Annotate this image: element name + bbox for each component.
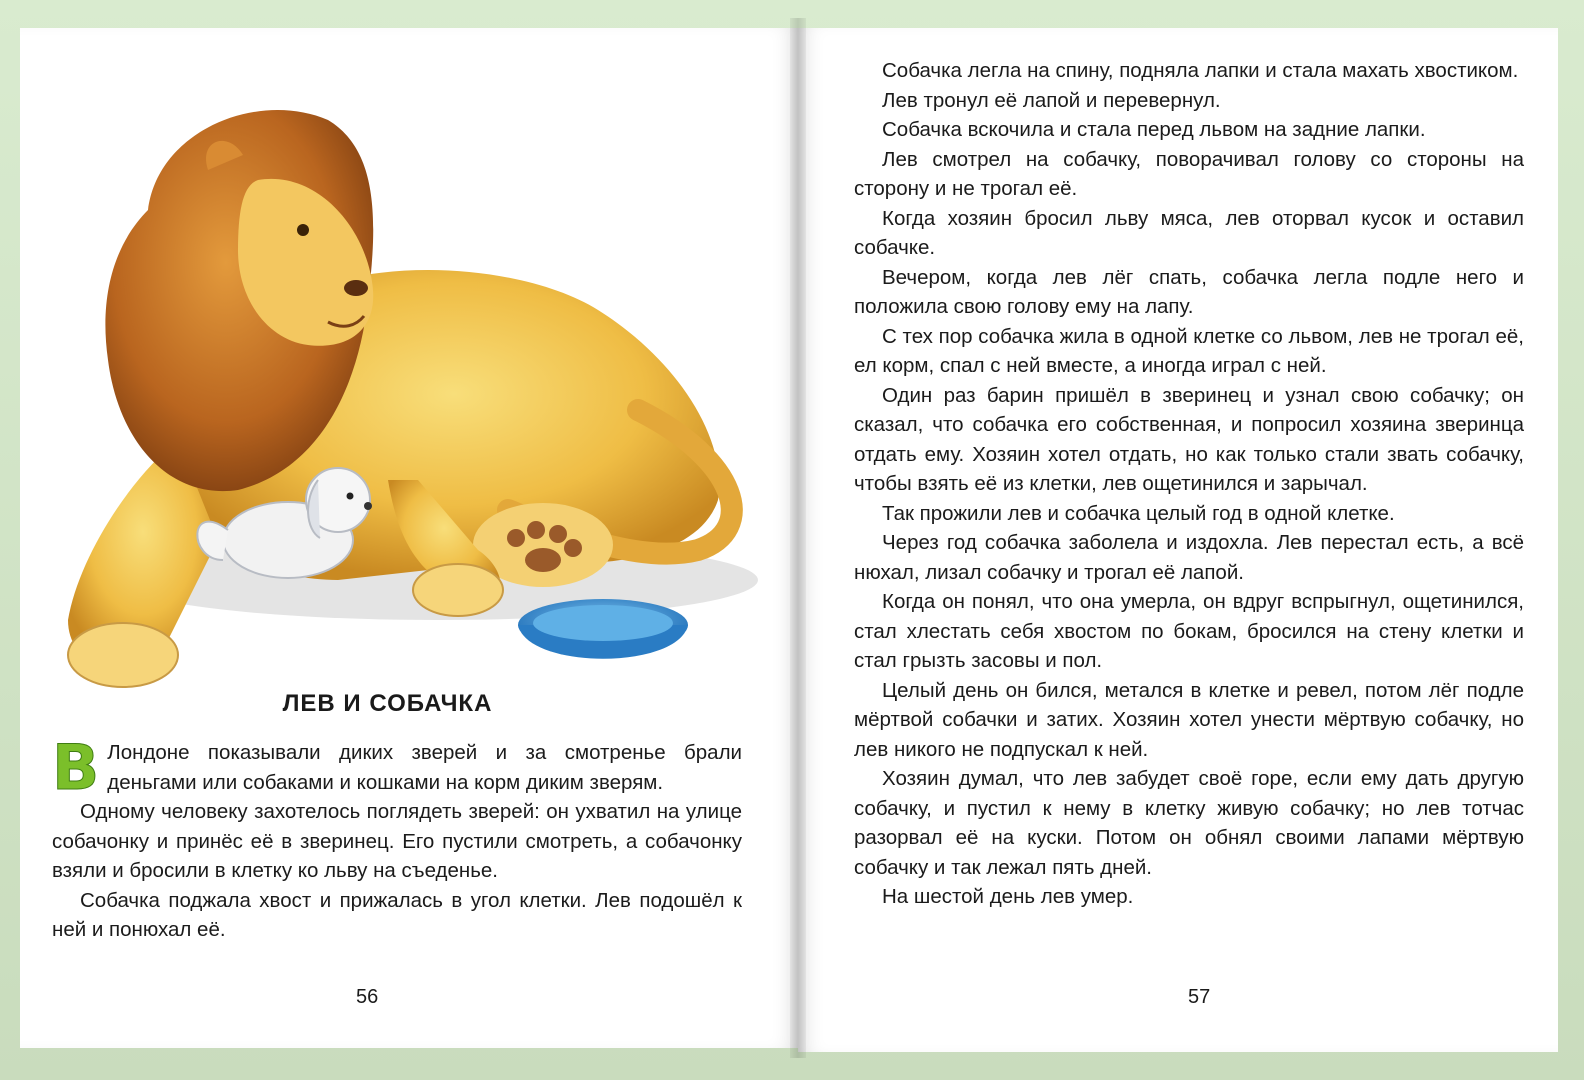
paragraph: Через год собачка заболела и издохла. Лев перестал есть, а всё нюхал, лизал собачку и трогал её лапой.	[854, 531, 1524, 584]
paragraph: Лев смотрел на собачку, поворачивал голову со стороны на сторону и не трогал её.	[854, 147, 1524, 200]
paragraph: Вечером, когда лев лёг спать, собачка легла подле него и положила свою голову ему на лапу.	[854, 265, 1524, 318]
paragraph: С тех пор собачка жила в одной клетке со львом, лев не трогал её, ел корм, спал с ней вместе, а иногда играл с ней.	[854, 324, 1524, 377]
right-page-text	[854, 56, 1524, 912]
paragraph: На шестой день лев умер.	[882, 885, 1134, 908]
paragraph: Целый день он бился, метался в клетке и ревел, потом лёг подле мёртвой собачки и затих. Хозяин хотел унести мёртвую собачку, но лев никого не подпускал к ней.	[854, 678, 1524, 761]
paragraph: Хозяин думал, что лев забудет своё горе, если ему дать другую собачку, и пустил к нему в клетку живую собачку; но лев тотчас разорвал её на куски. Потом он обнял своими лапами мёртвую собачку и так лежал пять дней.	[854, 767, 1524, 879]
page-number-left: 56	[356, 986, 379, 1008]
paragraph: Одному человеку захотелось поглядеть зверей: он ухватил на улице собачонку и принёс её в зверинец. Его пустили смотреть, а собачонку взяли и бросили в клетку ко льву на съеденье.	[52, 800, 742, 882]
paragraph: Лев тронул её лапой и перевернул.	[882, 88, 1221, 112]
paragraph: Собачка легла на спину, подняла лапки и стала махать хвостиком.	[882, 59, 1519, 82]
paragraph: Собачка поджала хвост и прижалась в угол клетки. Лев подошёл к ней и понюхал её.	[52, 888, 742, 941]
left-page	[20, 28, 798, 1048]
paragraph: Так прожили лев и собачка целый год в одной клетке.	[882, 501, 1395, 525]
paragraph: Собачка вскочила и стала перед львом на задние лапки.	[882, 118, 1426, 141]
paragraph: Один раз барин пришёл в зверинец и узнал свою собачку; он сказал, что собачка его собственная, и попросил хозяина зверинца отдать ему. Хозяин хотел отдать, но как только стали звать собачку, чтобы взять её из клетки, лев ощетинился и зарычал.	[854, 383, 1524, 495]
page-number-right: 57	[1188, 986, 1211, 1008]
paragraph: Когда хозяин бросил льву мяса, лев оторвал кусок и оставил собачке.	[854, 206, 1524, 259]
book-gutter	[790, 18, 806, 1058]
drop-cap: В	[52, 731, 100, 804]
right-page	[798, 28, 1558, 1052]
lion-dog-illustration	[38, 60, 758, 700]
left-page-text	[52, 731, 742, 945]
paragraph: Когда он понял, что она умерла, он вдруг вспрыгнул, ощетинился, стал хлестать себя хвостом по бокам, бросился на стену клетки и стал грызть засовы и пол.	[854, 590, 1524, 672]
paragraph-text: Лондоне показывали диких зверей и за смотренье брали деньгами или собаками и кошками на корм диким зверям.	[107, 741, 742, 794]
paragraph	[52, 731, 742, 804]
story-title: ЛЕВ И СОБАЧКА	[282, 690, 493, 717]
